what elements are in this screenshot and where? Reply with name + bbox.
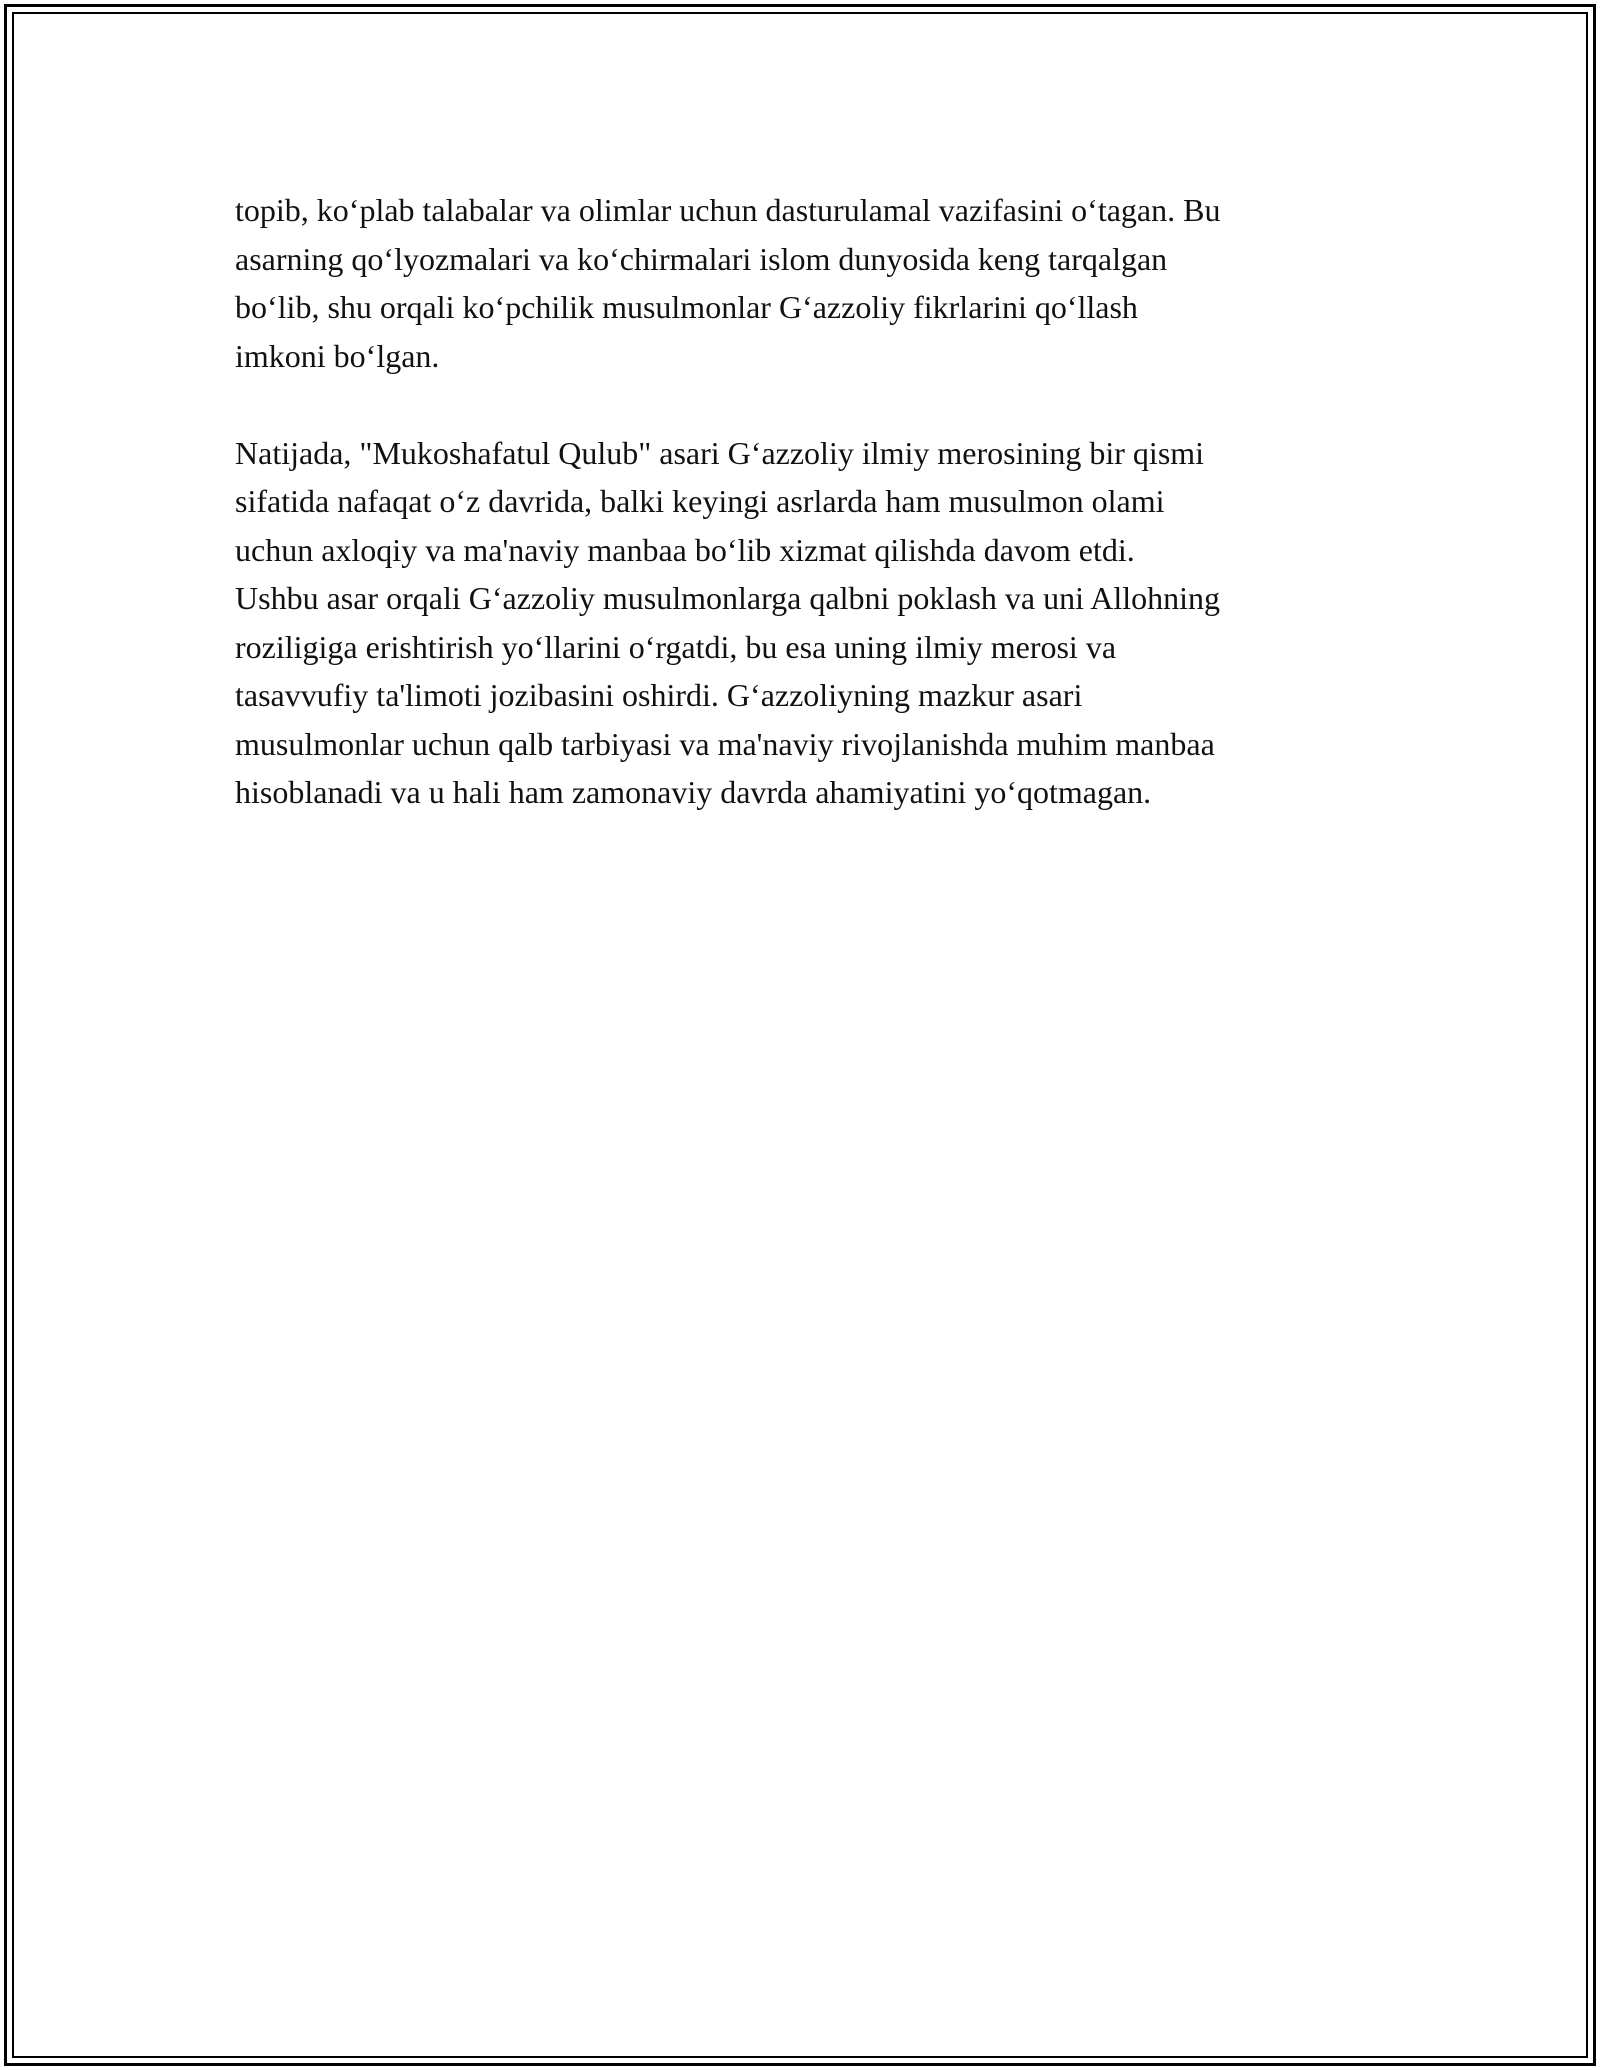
text-line: hisoblanadi va u hali ham zamonaviy davrda ahamiyatini yo‘qotmagan. xyxy=(235,774,1152,810)
text-line: topib, ko‘plab talabalar va olimlar uchun dasturulamal vazifasini o‘tagan. Bu xyxy=(235,192,1221,228)
paragraph-1 xyxy=(235,186,1380,380)
paragraph-2 xyxy=(235,429,1380,817)
text-line: tasavvufiy ta'limoti jozibasini oshirdi. G‘azzoliyning mazkur asari xyxy=(235,677,1083,713)
text-line: Ushbu asar orqali G‘azzoliy musulmonlarga qalbni poklash va uni Allohning xyxy=(235,580,1221,616)
text-line: asarning qo‘lyozmalari va ko‘chirmalari islom dunyosida keng tarqalgan xyxy=(235,240,1168,277)
text-line: bo‘lib, shu orqali ko‘pchilik musulmonlar G‘azzoliy fikrlarini qo‘llash xyxy=(235,289,1138,325)
text-line: imkoni bo‘lgan. xyxy=(235,337,440,374)
text-line: roziligiga erishtirish yo‘llarini o‘rgatdi, bu esa uning ilmiy merosi va xyxy=(235,628,1117,665)
document-body xyxy=(235,186,1380,817)
text-line: Natijada, "Mukoshafatul Qulub" asari G‘azzoliy ilmiy merosining bir qismi xyxy=(235,434,1205,471)
text-line: uchun axloqiy va ma'naviy manbaa bo‘lib xizmat qilishda davom etdi. xyxy=(235,531,1135,568)
text-line: musulmonlar uchun qalb tarbiyasi va ma'naviy rivojlanishda muhim manbaa xyxy=(235,725,1215,762)
text-line: sifatida nafaqat o‘z davrida, balki keyingi asrlarda ham musulmon olami xyxy=(235,483,1165,519)
